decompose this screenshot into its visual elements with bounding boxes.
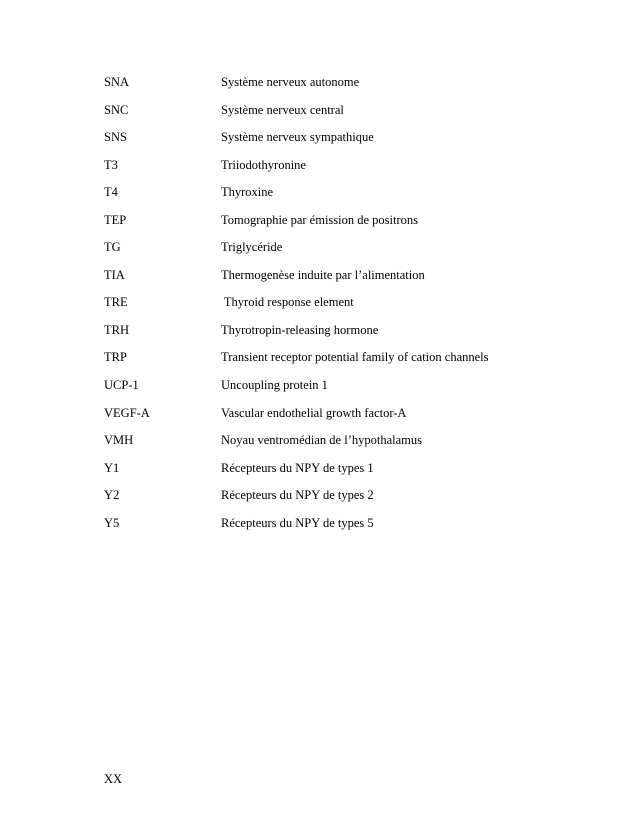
abbreviation-row (0, 316, 638, 344)
abbreviation-code: TRE (104, 295, 128, 310)
abbreviation-row (0, 343, 638, 371)
abbreviation-definition: Thyroid response element (221, 295, 354, 310)
abbreviation-code: TIA (104, 267, 125, 282)
abbreviation-row (0, 178, 638, 206)
abbreviation-row (0, 509, 638, 537)
abbreviation-definition: Récepteurs du NPY de types 1 (221, 460, 374, 475)
abbreviation-row (0, 123, 638, 151)
abbreviation-definition: Uncoupling protein 1 (221, 378, 328, 393)
abbreviation-definition: Récepteurs du NPY de types 2 (221, 488, 374, 503)
abbreviation-row (0, 206, 638, 234)
abbreviation-code: UCP-1 (104, 378, 139, 393)
abbreviation-code: Y1 (104, 460, 120, 475)
abbreviation-code: TRH (104, 322, 129, 337)
abbreviation-definition: Noyau ventromédian de l’hypothalamus (221, 433, 422, 448)
abbreviation-code: T4 (104, 185, 118, 200)
abbreviation-code: SNS (104, 130, 127, 145)
abbreviation-row (0, 233, 638, 261)
abbreviation-row (0, 481, 638, 509)
abbreviation-code: TRP (104, 350, 127, 365)
page-number: XX (104, 772, 123, 786)
abbreviation-definition: Système nerveux autonome (221, 75, 360, 89)
abbreviation-definition: Vascular endothelial growth factor-A (221, 405, 407, 420)
abbreviation-code: TEP (104, 212, 127, 227)
abbreviation-code: Y5 (104, 515, 120, 530)
abbreviation-definition: Thyroxine (221, 185, 274, 200)
abbreviation-row (0, 371, 638, 399)
abbreviation-definition: Triiodothyronine (221, 157, 306, 172)
abbreviation-row (0, 426, 638, 454)
abbreviation-row (0, 399, 638, 427)
abbreviation-definition: Thyrotropin-releasing hormone (221, 322, 379, 337)
abbreviation-definition: Tomographie par émission de positrons (221, 212, 419, 227)
abbreviation-definition: Transient receptor potential family of cation channels (221, 350, 489, 365)
abbreviation-row (0, 288, 638, 316)
abbreviation-row (0, 96, 638, 124)
abbreviation-definition: Thermogenèse induite par l’alimentation (221, 267, 425, 282)
abbreviation-code: VMH (104, 433, 134, 448)
abbreviation-code: SNC (104, 102, 129, 117)
abbreviation-row (0, 261, 638, 289)
abbreviation-code: SNA (104, 75, 130, 89)
abbreviation-list (0, 68, 638, 536)
abbreviation-code: TG (104, 240, 121, 255)
abbreviation-definition: Triglycéride (221, 240, 283, 255)
abbreviation-definition: Système nerveux central (221, 102, 344, 117)
abbreviation-row (0, 454, 638, 482)
abbreviation-code: Y2 (104, 488, 120, 503)
abbreviation-row (0, 68, 638, 96)
abbreviation-code: VEGF-A (104, 405, 150, 420)
abbreviation-code: T3 (104, 157, 118, 172)
abbreviation-definition: Récepteurs du NPY de types 5 (221, 515, 374, 530)
abbreviation-row (0, 151, 638, 179)
abbreviation-definition: Système nerveux sympathique (221, 130, 374, 145)
